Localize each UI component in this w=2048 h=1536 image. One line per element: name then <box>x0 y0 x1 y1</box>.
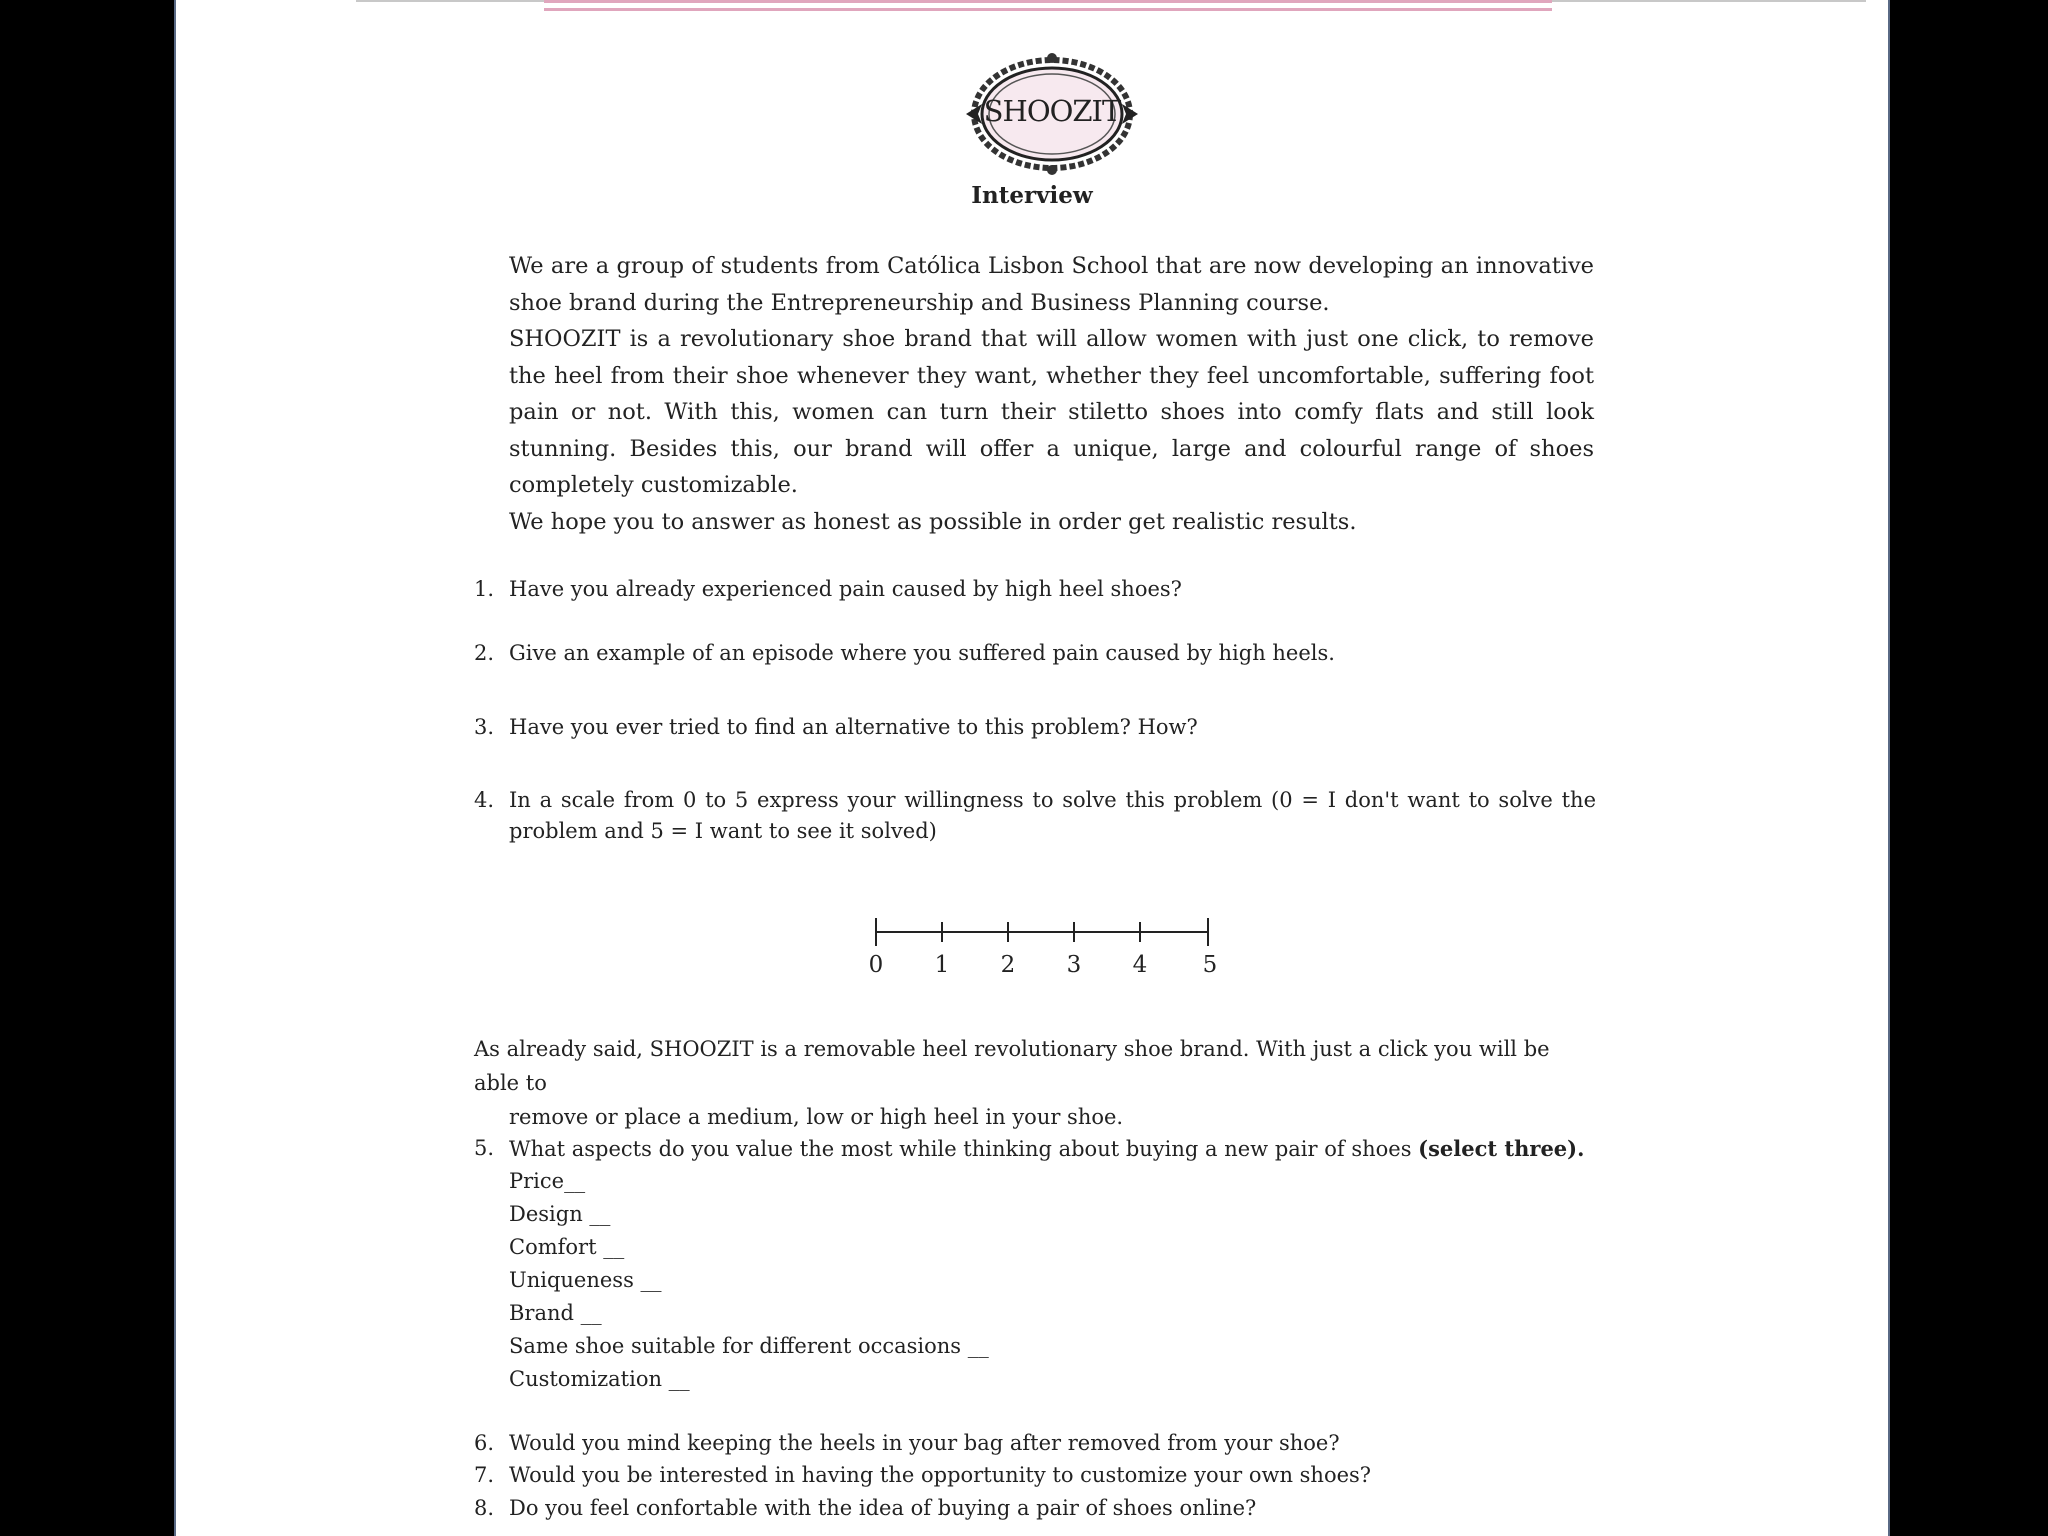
question-1 <box>474 574 1596 605</box>
question-7 <box>474 1460 1596 1491</box>
intro-paragraph-3: We hope you to answer as honest as possible in order get realistic results. <box>509 508 1357 535</box>
option-price: Price__ <box>509 1169 586 1193</box>
question-4 <box>474 785 1596 847</box>
shoozit-logo <box>962 52 1142 176</box>
header-pink-rule-2 <box>544 8 1552 11</box>
question-text: Have you already experienced pain caused by high heel shoes? <box>509 577 1182 601</box>
option-uniqueness: Uniqueness __ <box>509 1268 662 1292</box>
question-text <box>509 1133 1596 1165</box>
scale-label-2: 2 <box>1000 952 1016 978</box>
page-title: Interview <box>971 182 1093 209</box>
option-brand: Brand __ <box>509 1301 602 1325</box>
brand-note-line-2: remove or place a medium, low or high heel in your shoe. <box>509 1105 1124 1129</box>
question-text: Give an example of an episode where you suffered pain caused by high heels. <box>509 641 1335 665</box>
option-design: Design __ <box>509 1202 611 1226</box>
intro-text <box>509 248 1594 540</box>
willingness-scale <box>866 908 1226 988</box>
question-text-main: What aspects do you value the most while thinking about buying a new pair of shoes <box>509 1137 1419 1161</box>
question-number: 2. <box>474 641 495 665</box>
question-number: 5. <box>474 1136 495 1160</box>
question-number: 7. <box>474 1463 495 1487</box>
header-pink-rule <box>544 0 1552 3</box>
question-number: 3. <box>474 715 495 739</box>
option-customization: Customization __ <box>509 1367 690 1391</box>
scale-label-1: 1 <box>934 952 950 978</box>
logo-text: SHOOZIT <box>983 94 1121 128</box>
question-text: Do you feel confortable with the idea of buying a pair of shoes online? <box>509 1496 1257 1520</box>
brand-note-line-1: As already said, SHOOZIT is a removable heel revolutionary shoe brand. With just a click you will be able to <box>474 1037 1550 1095</box>
scale-line <box>866 908 1226 948</box>
question-number: 8. <box>474 1496 495 1520</box>
question-6 <box>474 1428 1596 1459</box>
scale-label-3: 3 <box>1066 952 1082 978</box>
question-8 <box>474 1493 1596 1524</box>
intro-paragraph-1: We are a group of students from Católica Lisbon School that are now developing an innovative shoe brand during the Entrepreneurship and Business Planning course. <box>509 253 1594 316</box>
question-3 <box>474 712 1596 743</box>
question-number: 4. <box>474 788 495 812</box>
left-black-margin <box>0 0 176 1536</box>
question-2 <box>474 638 1596 669</box>
question-number: 6. <box>474 1431 495 1455</box>
right-black-margin <box>1888 0 2048 1536</box>
aspect-options <box>509 1165 1596 1396</box>
intro-paragraph-2: SHOOZIT is a revolutionary shoe brand that will allow women with just one click, to remove the heel from their shoe whenever they want, whether they feel uncomfortable, suffering foot pain or not. With this, women can turn their stiletto shoes into comfy flats and still look stunning. Besides this, our brand will offer a unique, large and colourful range of shoes completely customizable. <box>509 326 1594 498</box>
question-text: Would you mind keeping the heels in your bag after removed from your shoe? <box>509 1431 1340 1455</box>
option-same-shoe: Same shoe suitable for different occasions __ <box>509 1334 989 1358</box>
question-text-bold: (select three). <box>1418 1136 1585 1161</box>
scale-label-0: 0 <box>868 952 884 978</box>
scale-label-4: 4 <box>1132 952 1148 978</box>
brand-note <box>474 1032 1596 1134</box>
question-number: 1. <box>474 577 495 601</box>
document-page <box>176 0 1888 1536</box>
question-text: Have you ever tried to find an alternative to this problem? How? <box>509 715 1198 739</box>
question-text: In a scale from 0 to 5 express your willingness to solve this problem (0 = I don't want to solve the problem and 5 = I want to see it solved) <box>509 788 1596 843</box>
question-5 <box>474 1133 1596 1396</box>
scale-label-5: 5 <box>1202 952 1218 978</box>
option-comfort: Comfort __ <box>509 1235 625 1259</box>
question-text: Would you be interested in having the opportunity to customize your own shoes? <box>509 1463 1372 1487</box>
